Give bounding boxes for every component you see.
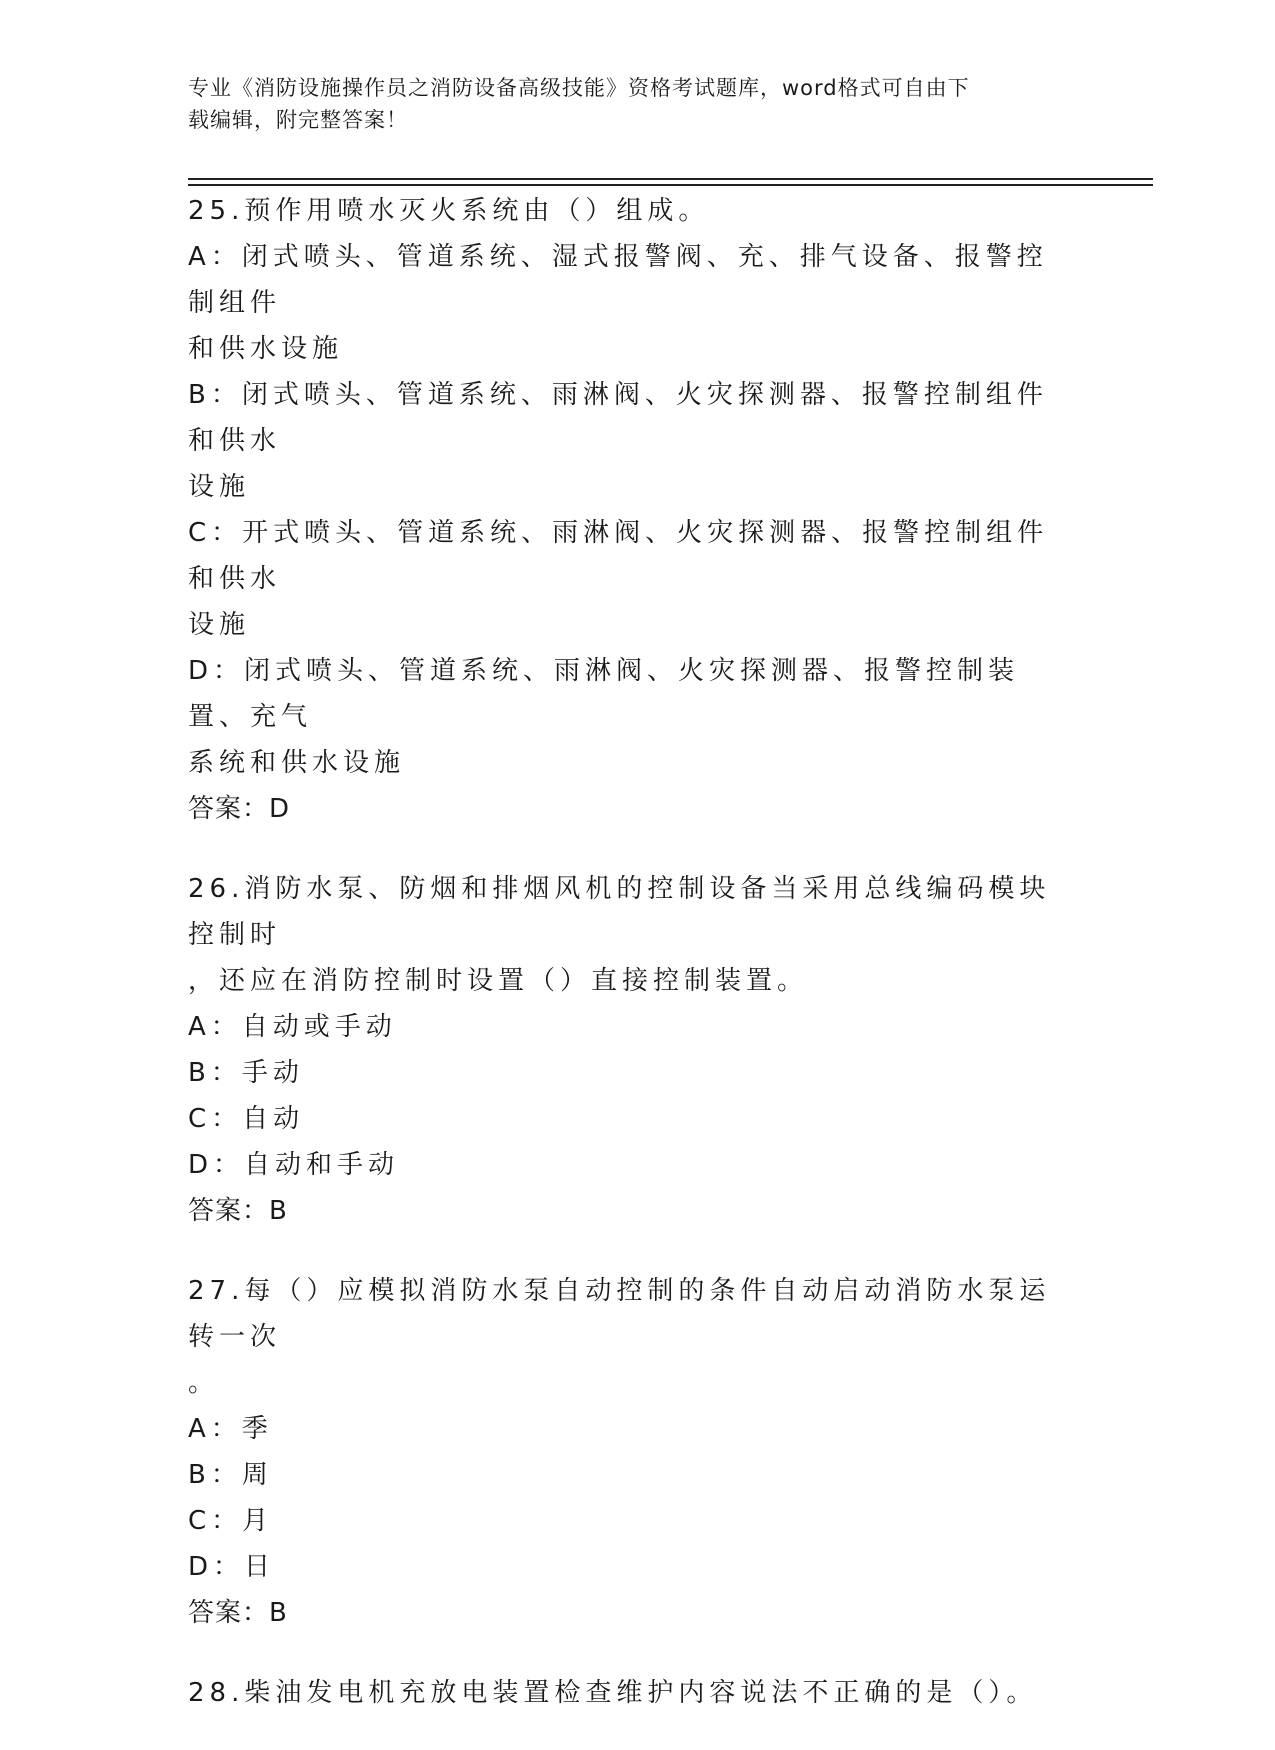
question-list bbox=[188, 188, 1078, 1750]
question-27 bbox=[188, 1268, 1078, 1636]
question-stem: 25.预作用喷水灭火系统由（）组成。 bbox=[188, 196, 710, 226]
option-c: C：自动 bbox=[188, 1104, 305, 1134]
option-a: A：自动或手动 bbox=[188, 1012, 397, 1042]
option-c: C：月 bbox=[188, 1506, 274, 1536]
question-26 bbox=[188, 866, 1078, 1234]
option-d: D：日 bbox=[188, 1552, 276, 1582]
option-b: B：手动 bbox=[188, 1058, 304, 1088]
header-line-1: 专业《消防设施操作员之消防设备高级技能》资格考试题库，word格式可自由下 bbox=[188, 76, 970, 100]
document-header bbox=[188, 72, 1078, 136]
option-b-line-2: 设施 bbox=[188, 472, 251, 502]
question-stem-line-2: 。 bbox=[188, 1368, 220, 1398]
option-d-line-1: D：闭式喷头、管道系统、雨淋阀、火灾探测器、报警控制装置、充气 bbox=[188, 656, 1020, 732]
option-a: A：季 bbox=[188, 1414, 273, 1444]
option-c-line-1: C：开式喷头、管道系统、雨淋阀、火灾探测器、报警控制组件和供水 bbox=[188, 518, 1049, 594]
header-divider-bottom bbox=[188, 184, 1153, 186]
option-d: D：自动和手动 bbox=[188, 1150, 400, 1180]
answer-label: 答案：B bbox=[188, 1598, 288, 1628]
question-stem-line-1: 27.每（）应模拟消防水泵自动控制的条件自动启动消防水泵运转一次 bbox=[188, 1276, 1051, 1352]
header-line-2: 载编辑，附完整答案！ bbox=[188, 108, 408, 132]
option-b-line-1: B：闭式喷头、管道系统、雨淋阀、火灾探测器、报警控制组件和供水 bbox=[188, 380, 1048, 456]
question-stem-line-1: 26.消防水泵、防烟和排烟风机的控制设备当采用总线编码模块控制时 bbox=[188, 874, 1051, 950]
option-a-line-1: A：闭式喷头、管道系统、湿式报警阀、充、排气设备、报警控制组件 bbox=[188, 242, 1048, 318]
question-stem-line-2: ，还应在消防控制时设置（）直接控制装置。 bbox=[188, 966, 809, 996]
question-25 bbox=[188, 188, 1078, 832]
option-d-line-2: 系统和供水设施 bbox=[188, 748, 406, 778]
header-divider-top bbox=[188, 178, 1153, 180]
answer-label: 答案：B bbox=[188, 1196, 288, 1226]
question-stem: 28.柴油发电机充放电装置检查维护内容说法不正确的是（）。 bbox=[188, 1678, 1038, 1708]
answer-label: 答案：D bbox=[188, 794, 291, 824]
question-28 bbox=[188, 1670, 1078, 1716]
option-a-line-2: 和供水设施 bbox=[188, 334, 344, 364]
option-c-line-2: 设施 bbox=[188, 610, 251, 640]
option-b: B：周 bbox=[188, 1460, 273, 1490]
